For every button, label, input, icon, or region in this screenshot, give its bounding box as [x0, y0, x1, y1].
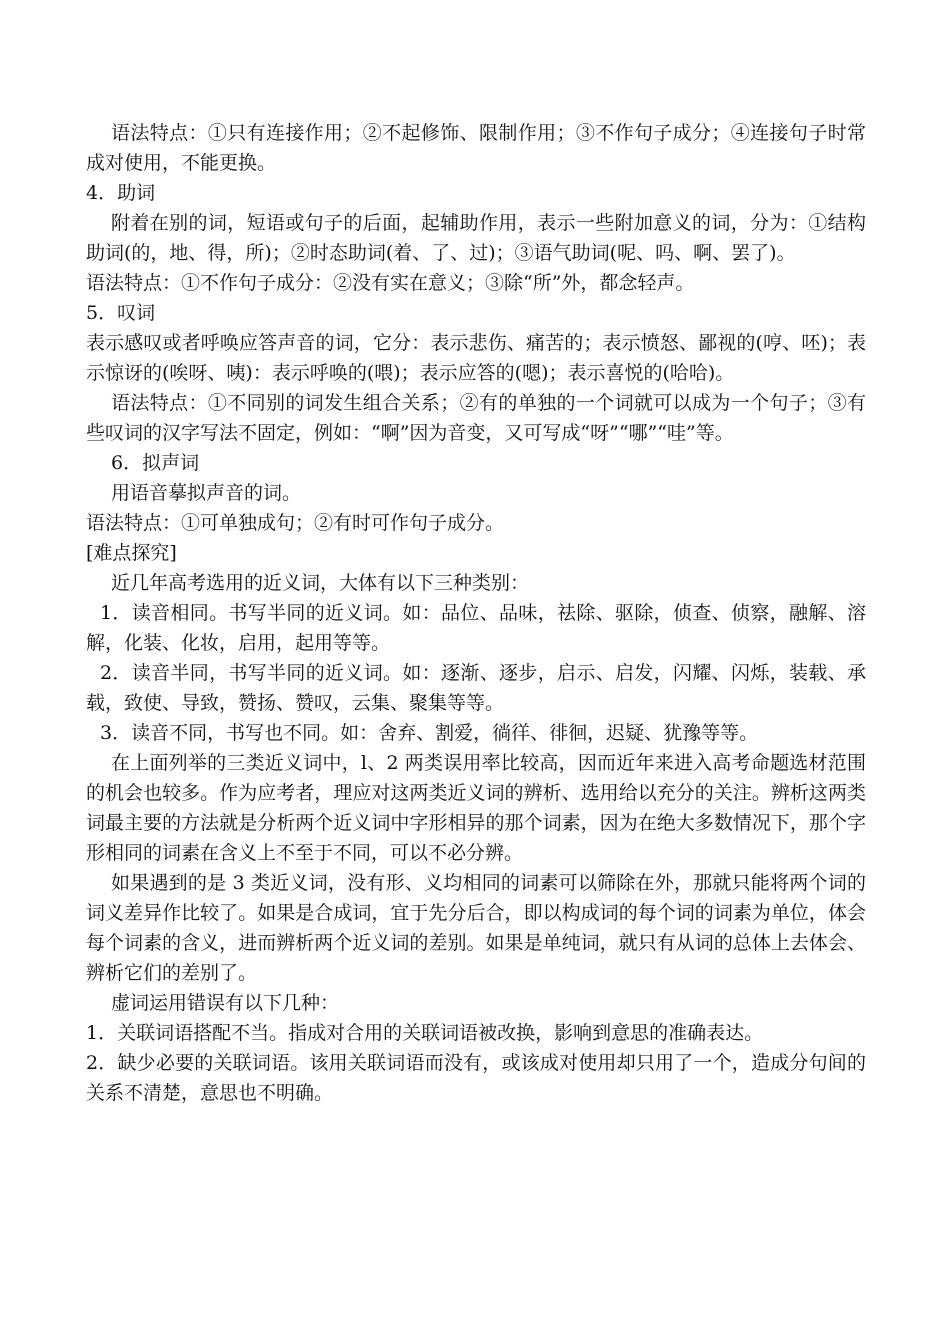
paragraph-synonym-analysis: 在上面列举的三类近义词中，l、2 两类误用率比较高，因而近年来进入高考命题选材范围的机会也较多。作为应考者，理应对这两类近义词的辨析、选用给以充分的关注。辨析这两类词最主要的方法就是分析两个近义词中字形相异的那个词素，因为在绝大多数情况下，那个字形相同的词素在含义上不至于不同，可以不必分辨。 [86, 752, 866, 864]
heading-difficulty: [难点探究] [86, 542, 177, 564]
paragraph-synonym-intro: 近几年高考选用的近义词，大体有以下三种类别： [111, 572, 530, 594]
list-item-synonym-2: 2．读音半同，书写半同的近义词。如：逐渐、逐步，启示、启发，闪耀、闪烁，装载、承载，致使、导致，赞扬、赞叹，云集、聚集等等。 [86, 662, 866, 714]
list-item-error-1: 1．关联词语搭配不当。指成对合用的关联词语被改换，影响到意思的准确表达。 [86, 1022, 764, 1044]
paragraph-onomatopoeia-grammar: 语法特点：①可单独成句；②有时可作句子成分。 [86, 512, 505, 534]
paragraph-onomatopoeia-definition: 用语音摹拟声音的词。 [111, 482, 302, 504]
heading-interjection: 5．叹词 [86, 302, 156, 324]
list-item-synonym-1: 1．读音相同。书写半同的近义词。如：品位、品味，祛除、驱除，侦查、侦察，融解、溶解，化装、化妆，启用，起用等等。 [86, 602, 866, 654]
paragraph-function-word-errors: 虚词运用错误有以下几种： [111, 992, 340, 1014]
heading-particle: 4．助词 [86, 182, 156, 204]
heading-onomatopoeia: 6．拟声词 [111, 452, 200, 474]
paragraph-synonym-type3: 如果遇到的是 3 类近义词，没有形、义均相同的词素可以筛除在外，那就只能将两个词的词义差异作比较了。如果是合成词，宜于先分后合，即以构成词的每个词的词素为单位，体会每个词素的含义，进而辨析两个近义词的差别。如果是单纯词，就只有从词的总体上去体会、辨析它们的差别了。 [86, 872, 866, 984]
paragraph-interjection-grammar: 语法特点：①不同别的词发生组合关系；②有的单独的一个词就可以成为一个句子；③有些叹词的汉字写法不固定，例如：“啊”因为音变，又可写成“呀”“哪”“哇”等。 [86, 392, 866, 444]
list-item-error-2: 2．缺少必要的关联词语。该用关联词语而没有，或该成对使用却只用了一个，造成分句间的关系不清楚，意思也不明确。 [86, 1052, 866, 1104]
paragraph-particle-grammar: 语法特点：①不作句子成分：②没有实在意义；③除“所”外，都念轻声。 [86, 272, 695, 294]
list-item-synonym-3: 3．读音不同，书写也不同。如：舍弃、割爱，徜徉、徘徊，迟疑、犹豫等等。 [100, 722, 759, 744]
paragraph-interjection-definition: 表示感叹或者呼唤应答声音的词，它分：表示悲伤、痛苦的；表示愤怒、鄙视的(哼、呸)；表示惊讶的(唉呀、咦)：表示呼唤的(喂)；表示应答的(嗯)；表示喜悦的(哈哈)。 [86, 332, 866, 384]
paragraph-particle-definition: 附着在别的词，短语或句子的后面，起辅助作用，表示一些附加意义的词，分为：①结构助词(的，地、得，所)；②时态助词(着、了、过)；③语气助词(呢、吗、啊、罢了)。 [86, 212, 866, 264]
paragraph-conjunction-grammar: 语法特点：①只有连接作用；②不起修饰、限制作用；③不作句子成分；④连接句子时常成对使用，不能更换。 [86, 122, 866, 174]
document-page [86, 118, 866, 1108]
